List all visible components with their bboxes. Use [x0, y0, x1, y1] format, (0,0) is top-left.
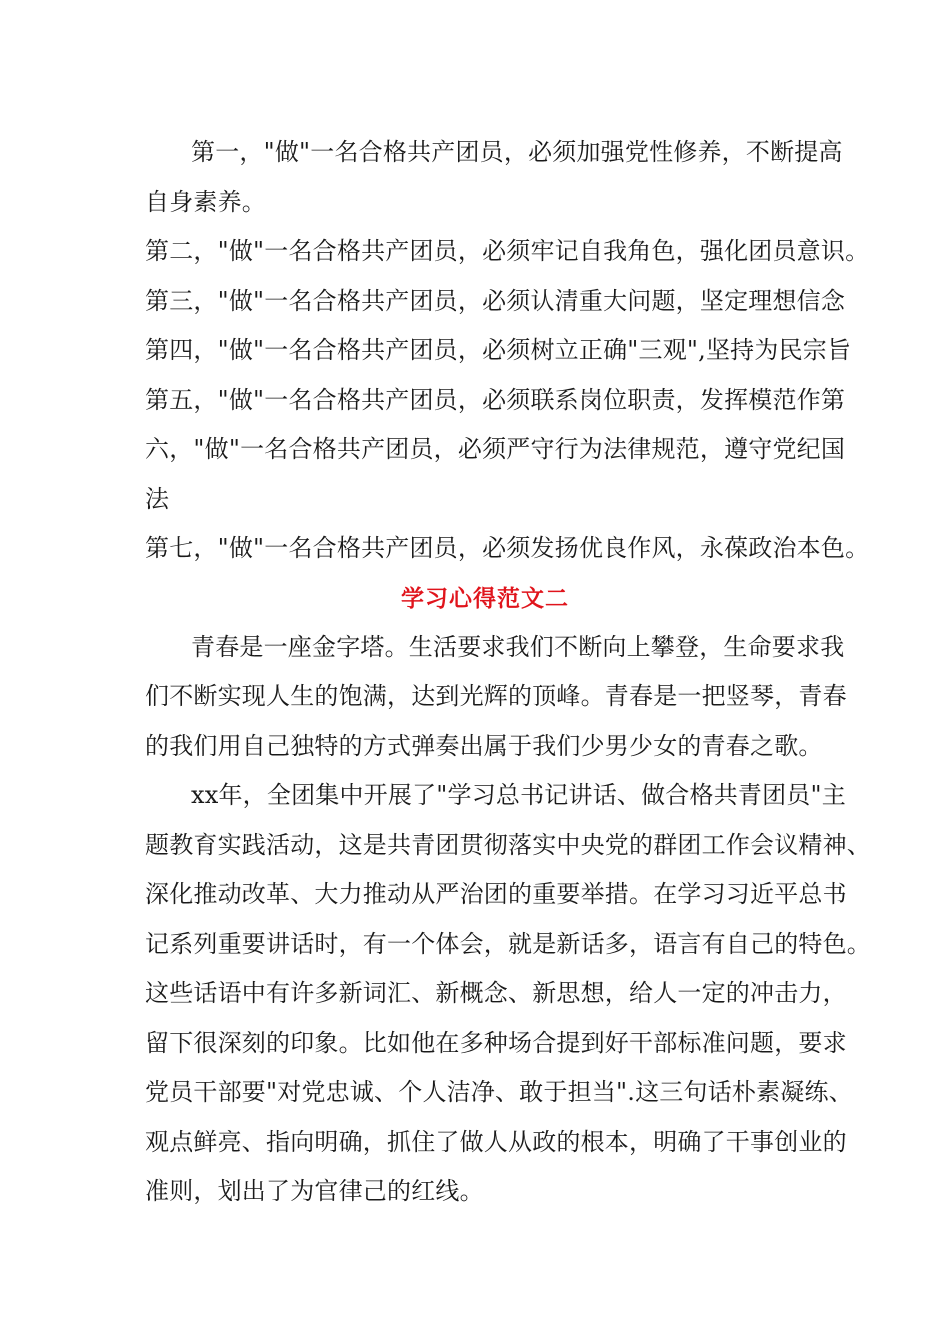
paragraph-line: 题教育实践活动，这是共青团贯彻落实中央党的群团工作会议精神、: [145, 830, 871, 859]
paragraph-line: 观点鲜亮、指向明确，抓住了做人从政的根本，明确了干事创业的: [145, 1127, 847, 1156]
document-body: [145, 128, 871, 1217]
paragraph-line: 青春是一座金字塔。生活要求我们不断向上攀登，生命要求我: [191, 632, 845, 661]
paragraph-line: 第一，"做"一名合格共产团员，必须加强党性修养，不断提高: [191, 138, 843, 166]
paragraph-line: 的我们用自己独特的方式弹奏出属于我们少男少女的青春之歌。: [145, 731, 823, 760]
section-title: 学习心得范文二: [401, 584, 569, 612]
paragraph-line: 法: [145, 484, 170, 513]
paragraph-line: 留下很深刻的印象。比如他在多种场合提到好干部标准问题，要求: [145, 1028, 847, 1057]
paragraph-line: 深化推动改革、大力推动从严治团的重要举措。在学习习近平总书: [145, 880, 847, 908]
paragraph-line: 准则，划出了为官律己的红线。: [145, 1177, 484, 1205]
paragraph-line: 自身素养。: [145, 187, 266, 216]
paragraph-line: 们不断实现人生的饱满，达到光辉的顶峰。青春是一把竖琴，青春: [145, 682, 847, 710]
paragraph-line: 六，"做"一名合格共产团员，必须严守行为法律规范，遵守党纪国: [145, 435, 846, 463]
paragraph-line: 第七，"做"一名合格共产团员，必须发扬优良作风，永葆政治本色。: [145, 534, 870, 562]
paragraph-line: 党员干部要"对党忠诚、个人洁净、敢于担当".这三句话朴素凝练、: [145, 1078, 853, 1106]
paragraph-line: xx年，全团集中开展了"学习总书记讲话、做合格共青团员"主: [191, 781, 846, 809]
paragraph-line: 记系列重要讲话时，有一个体会，就是新话多，语言有自己的特色。: [145, 929, 871, 958]
paragraph-line: 这些话语中有许多新词汇、新概念、新思想，给人一定的冲击力，: [145, 979, 847, 1007]
paragraph-line: 第五，"做"一名合格共产团员，必须联系岗位职责，发挥模范作第: [145, 385, 846, 414]
paragraph-line: 第三，"做"一名合格共产团员，必须认清重大问题，坚定理想信念: [145, 286, 846, 315]
paragraph-line: 第二，"做"一名合格共产团员，必须牢记自我角色，强化团员意识。: [145, 237, 870, 265]
paragraph-line: 第四，"做"一名合格共产团员，必须树立正确"三观",坚持为民宗旨: [145, 336, 852, 364]
